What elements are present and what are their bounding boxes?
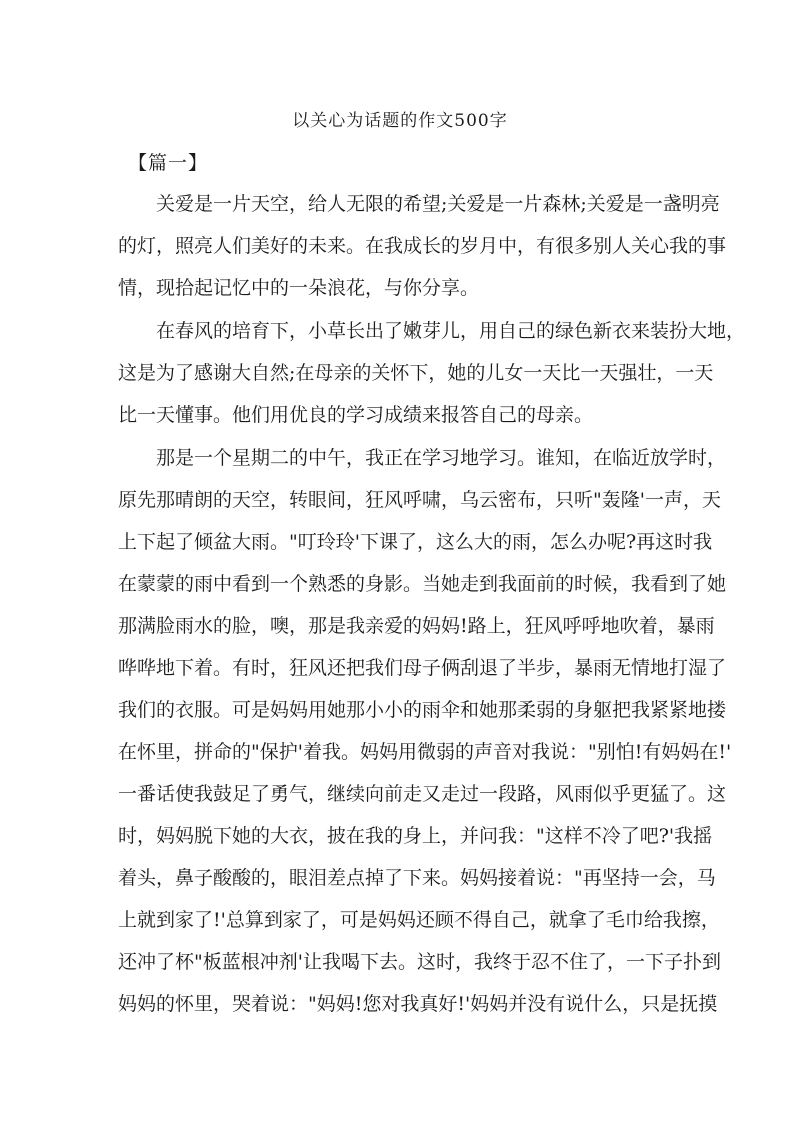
document-title: 以关心为话题的作文500字 (292, 111, 508, 131)
paragraph-line: 我们的衣服。可是妈妈用她那小小的雨伞和她那柔弱的身躯把我紧紧地搂 (118, 699, 727, 721)
paragraph-line: 还冲了杯"板蓝根冲剂'让我喝下去。这时，我终于忍不住了，一下子扑到 (118, 951, 721, 973)
paragraph-line: 情，现拾起记忆中的一朵浪花，与你分享。 (118, 277, 480, 299)
paragraph-line: 比一天懂事。他们用优良的学习成绩来报答自己的母亲。 (118, 404, 594, 426)
paragraph-line: 原先那晴朗的天空，转眼间，狂风呼啸，乌云密布，只听"轰隆'一声，天 (118, 489, 721, 511)
paragraph-line: 上就到家了!'总算到家了，可是妈妈还顾不得自己，就拿了毛巾给我擦， (118, 909, 720, 931)
section-heading: 【篇一】 (128, 152, 209, 174)
paragraph-line: 那满脸雨水的脸，噢，那是我亲爱的妈妈!路上，狂风呼呼地吹着，暴雨 (118, 615, 715, 637)
paragraph-line: 妈妈的怀里，哭着说："妈妈!您对我真好!'妈妈并没有说什么，只是抚摸 (118, 993, 718, 1015)
paragraph-line: 在怀里，拼命的"保护'着我。妈妈用微弱的声音对我说："别怕!有妈妈在!' (118, 741, 732, 763)
paragraph-line: 在春风的培育下，小草长出了嫩芽儿，用自己的绿色新衣来装扮大地， (156, 320, 746, 342)
paragraph-line: 那是一个星期二的中午，我正在学习地学习。谁知，在临近放学时， (156, 447, 727, 469)
paragraph-line: 时，妈妈脱下她的大衣，披在我的身上，并问我："这样不冷了吧?'我摇 (118, 825, 713, 847)
paragraph-line: 着头，鼻子酸酸的，眼泪差点掉了下来。妈妈接着说："再坚持一会，马 (118, 867, 716, 889)
paragraph-line: 这是为了感谢大自然;在母亲的关怀下，她的儿女一天比一天强壮，一天 (118, 362, 714, 384)
paragraph-line: 在蒙蒙的雨中看到一个熟悉的身影。当她走到我面前的时候，我看到了她 (118, 573, 727, 595)
paragraph-line: 上下起了倾盆大雨。"叮玲玲'下课了，这么大的雨，怎么办呢?再这时我 (118, 531, 713, 553)
paragraph-line: 哗哗地下着。有时，狂风还把我们母子俩刮退了半步，暴雨无情地打湿了 (118, 657, 727, 679)
paragraph-line: 的灯，照亮人们美好的未来。在我成长的岁月中，有很多别人关心我的事 (118, 235, 727, 257)
paragraph-line: 关爱是一片天空，给人无限的希望;关爱是一片森林;关爱是一盏明亮 (156, 193, 720, 215)
paragraph-line: 一番话使我鼓足了勇气，继续向前走又走过一段路，风雨似乎更猛了。这 (118, 783, 727, 805)
